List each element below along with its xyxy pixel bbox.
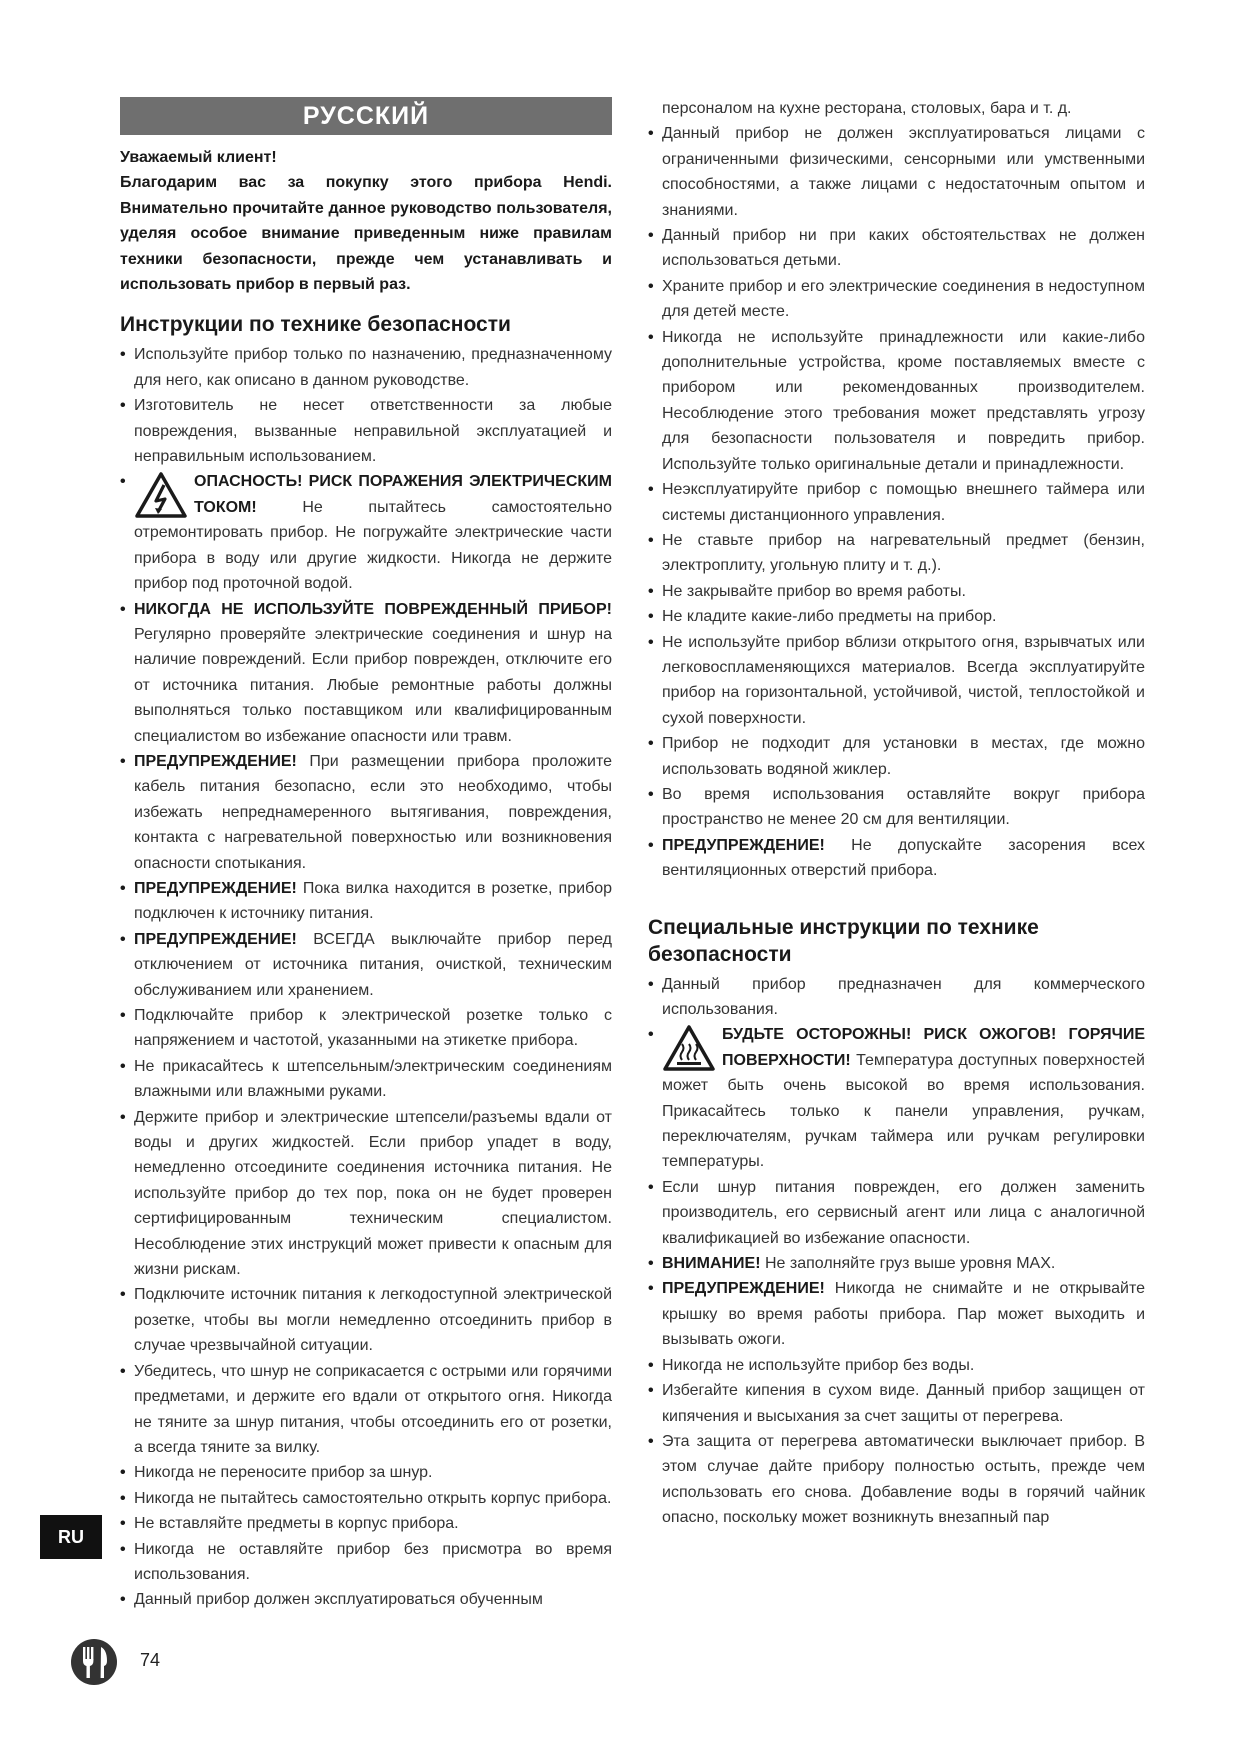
continuation-text: персоналом на кухне ресторана, столовых, бара и т. д. xyxy=(662,100,1072,117)
safety-list-continued xyxy=(648,121,1145,883)
list-item: • Никогда не пытайтесь самостоятельно открыть корпус прибора. xyxy=(120,1489,612,1507)
list-item: • Подключите источник питания к легкодоступной электрической розетке, чтобы вы могли немедленно отсоединить прибор в случае чрезвычайной ситуации. xyxy=(120,1286,612,1355)
list-item: • Никогда не оставляйте прибор без присмотра во время использования. xyxy=(120,1540,612,1583)
list-item: • НИКОГДА НЕ ИСПОЛЬЗУЙТЕ ПОВРЕЖДЕННЫЙ ПРИБОР! Регулярно проверяйте электрические соединения и шнур на наличие повреждений. Если прибор поврежден, отключите его от источника питания. Любые ремонтные работы должны выполняться только поставщиком или квалифицированным специалистом во избежание опасности или травм. xyxy=(120,600,612,745)
list-item: • БУДЬТЕ ОСТОРОЖНЫ! РИСК ОЖОГОВ! ГОРЯЧИЕ ПОВЕРХНОСТИ! Температура доступных поверхностей может быть очень высокой во время использования. Прикасайтесь только к панели управления, ручкам, переключателям, ручкам таймера или ручкам регулировки температуры. xyxy=(648,1026,1145,1171)
intro xyxy=(120,145,612,297)
list-item: • Данный прибор не должен эксплуатироваться лицами с ограниченными физическими, сенсорными или умственными способностями, а также лицами с недостаточным опытом и знаниями. xyxy=(648,125,1145,219)
language-banner: РУССКИЙ xyxy=(120,97,612,135)
list-item: • Эта защита от перегрева автоматически выключает прибор. В этом случае дайте прибору полностью остыть, прежде чем использовать его снова. Добавление воды в горячий чайник опасно, поскольку может возникнуть внезапный пар xyxy=(648,1432,1145,1527)
page-number: 74 xyxy=(140,1650,161,1670)
special-heading: Специальные инструкции по технике безопасности xyxy=(648,915,1039,966)
list-item: • Если шнур питания поврежден, его должен заменить производитель, его сервисный агент или лица с аналогичной квалификацией во избежание опасности. xyxy=(648,1178,1145,1247)
list-item: • Подключайте прибор к электрической розетке только с напряжением и частотой, указанными на этикетке прибора. xyxy=(120,1007,612,1050)
special-list xyxy=(648,972,1145,1531)
list-item: • Не используйте прибор вблизи открытого огня, взрывчатых или легковоспламеняющихся материалов. Всегда эксплуатируйте прибор на горизонтальной, устойчивой, чистой, теплостойкой и сухой поверхности. xyxy=(648,633,1145,727)
list-item: • ПРЕДУПРЕЖДЕНИЕ! ВСЕГДА выключайте прибор перед отключением от источника питания, очисткой, техническим обслуживанием или хранением. xyxy=(120,930,612,999)
list-item: • Никогда не используйте прибор без воды. xyxy=(648,1356,975,1374)
list-item: • Не вставляйте предметы в корпус прибора. xyxy=(120,1515,459,1533)
list-item: • Не закрывайте прибор во время работы. xyxy=(648,582,966,600)
safety-heading: Инструкции по технике безопасности xyxy=(120,313,511,337)
list-item: • Держите прибор и электрические штепсели/разъемы вдали от воды и других жидкостей. Если прибор упадет в воду, немедленно отсоедините соединения источника питания. Не используйте прибор до тех пор, пока он не будет проверен сертифицированным техническим специалистом. Несоблюдение этих инструкций может привести к опасным для жизни рискам. xyxy=(120,1108,612,1279)
list-item: • Убедитесь, что шнур не соприкасается с острыми или горячими предметами, и держите его вдали от открытого огня. Никогда не тяните за шнур питания, чтобы отсоединить его от розетки, а всегда тяните за вилку. xyxy=(120,1362,612,1456)
list-item: • Данный прибор ни при каких обстоятельствах не должен использоваться детьми. xyxy=(648,227,1145,270)
list-item: • Не ставьте прибор на нагревательный предмет (бензин, электроплиту, угольную плиту и т. д.). xyxy=(648,531,1145,575)
list-item: • Данный прибор должен эксплуатироваться обученным xyxy=(120,1591,543,1609)
list-item: • Храните прибор и его электрические соединения в недоступном для детей месте. xyxy=(648,277,1145,321)
list-item: • ПРЕДУПРЕЖДЕНИЕ! Не допускайте засорения всех вентиляционных отверстий прибора. xyxy=(648,836,1145,880)
list-item: • Прибор не подходит для установки в местах, где можно использовать водяной жиклер. xyxy=(648,735,1145,778)
list-item: • Избегайте кипения в сухом виде. Данный прибор защищен от кипячения и высыхания за счет защиты от перегрева. xyxy=(648,1382,1145,1425)
language-tab: RU xyxy=(40,1515,102,1559)
list-item: • ПРЕДУПРЕЖДЕНИЕ! Никогда не снимайте и не открывайте крышку во время работы прибора. Пар может выходить и вызывать ожоги. xyxy=(648,1280,1145,1349)
list-item: • ОПАСНОСТЬ! РИСК ПОРАЖЕНИЯ ЭЛЕКТРИЧЕСКИМ ТОКОМ! Не пытайтесь самостоятельно отремонтировать прибор. Не погружайте электрические части прибора в воду или другие жидкости. Никогда не держите прибор под проточной водой. xyxy=(120,473,612,593)
list-item: • Данный прибор предназначен для коммерческого использования. xyxy=(648,975,1145,1018)
list-item: • Не прикасайтесь к штепсельным/электрическим соединениям влажными или влажными руками. xyxy=(120,1057,612,1101)
list-item: • ВНИМАНИЕ! Не заполняйте груз выше уровня MAX. xyxy=(648,1255,1056,1273)
left-column xyxy=(120,90,612,1613)
list-item: • Никогда не переносите прибор за шнур. xyxy=(120,1464,433,1482)
cutlery-logo-icon xyxy=(70,1638,118,1686)
right-column xyxy=(648,96,1145,1531)
list-item: • Никогда не используйте принадлежности или какие-либо дополнительные устройства, кроме поставляемых вместе с прибором или рекомендованных производителем. Несоблюдение этого требования может представлять угрозу для безопасности пользователя и повредить прибор. Используйте только оригинальные детали и принадлежности. xyxy=(648,328,1145,473)
list-item: • ПРЕДУПРЕЖДЕНИЕ! При размещении прибора проложите кабель питания безопасно, если это необходимо, чтобы избежать непреднамеренного вытягивания, повреждения, контакта с нагревательной поверхностью или возникновения опасности спотыкания. xyxy=(120,752,612,872)
safety-list xyxy=(120,342,612,1612)
intro-text: Благодарим вас за покупку этого прибора Hendi. Внимательно прочитайте данное руководство пользователя, уделяя особое внимание приведенным ниже правилам техники безопасности, прежде чем устанавливать и использовать прибор в первый раз. xyxy=(120,174,612,294)
list-item: • ПРЕДУПРЕЖДЕНИЕ! Пока вилка находится в розетке, прибор подключен к источнику питания. xyxy=(120,879,612,923)
hot-surface-warning-icon xyxy=(662,1024,716,1072)
list-item: • Используйте прибор только по назначению, предназначенному для него, как описано в данном руководстве. xyxy=(120,346,612,389)
list-item: • Не кладите какие-либо предметы на прибор. xyxy=(648,608,997,626)
list-item: • Изготовитель не несет ответственности за любые повреждения, вызванные неправильной эксплуатацией и неправильным использованием. xyxy=(120,397,612,466)
electric-shock-warning-icon xyxy=(134,471,188,519)
intro-greeting: Уважаемый клиент! xyxy=(120,149,277,166)
list-item: • Неэксплуатируйте прибор с помощью внешнего таймера или системы дистанционного управления. xyxy=(648,481,1145,524)
list-item: • Во время использования оставляйте вокруг прибора пространство не менее 20 см для вентиляции. xyxy=(648,785,1145,829)
